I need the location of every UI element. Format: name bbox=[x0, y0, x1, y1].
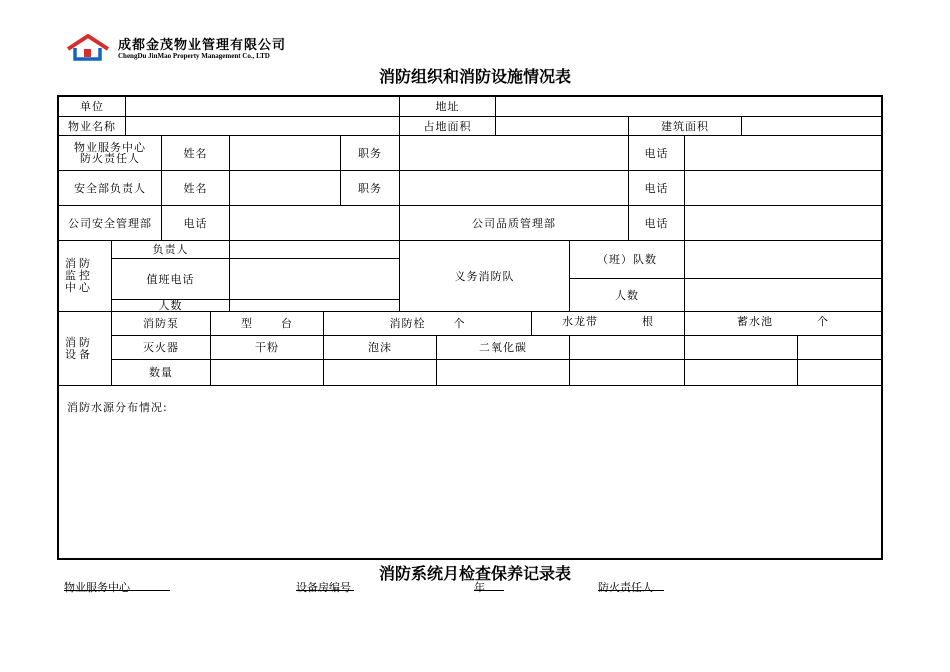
field-qty-foam[interactable] bbox=[324, 360, 437, 386]
label-room-no: 设备房编号 bbox=[296, 581, 351, 594]
label-unit-ge: 个 bbox=[453, 317, 466, 330]
label-unit-gen: 根 bbox=[642, 315, 654, 328]
field-extinguisher-extra-3[interactable] bbox=[798, 336, 881, 360]
field-property-name[interactable] bbox=[126, 117, 400, 136]
field-room-no[interactable] bbox=[296, 579, 354, 591]
field-headcount[interactable] bbox=[230, 300, 400, 312]
label-phone: 电话 bbox=[629, 171, 685, 206]
label-phone: 电话 bbox=[162, 206, 230, 241]
label-safety-dept: 公司安全管理部 bbox=[59, 206, 162, 241]
label-volunteer-team: 义务消防队 bbox=[400, 241, 570, 312]
label-unit-ge: 个 bbox=[817, 315, 829, 328]
label-name: 姓名 bbox=[162, 171, 230, 206]
label-fire-pump: 消防泵 bbox=[112, 312, 211, 336]
label-foam: 泡沫 bbox=[324, 336, 437, 360]
label-phone: 电话 bbox=[629, 206, 685, 241]
label-land-area: 占地面积 bbox=[400, 117, 496, 136]
label-property-name: 物业名称 bbox=[59, 117, 126, 136]
label-person-in-charge: 负责人 bbox=[112, 241, 230, 259]
field-safety-name[interactable] bbox=[230, 171, 341, 206]
label-quantity: 数量 bbox=[112, 360, 211, 386]
footer-line bbox=[0, 579, 950, 593]
label-hydrant: 消防栓 bbox=[389, 317, 426, 330]
label-team-count: （班）队数 bbox=[570, 241, 685, 279]
label-dry-powder: 干粉 bbox=[211, 336, 324, 360]
field-officer-position[interactable] bbox=[400, 136, 629, 171]
label-equipment: 消防设备 bbox=[65, 335, 93, 361]
label-safety-officer: 安全部负责人 bbox=[59, 171, 162, 206]
label-duty-phone: 值班电话 bbox=[112, 259, 230, 300]
field-extinguisher-extra-2[interactable] bbox=[685, 336, 798, 360]
field-land-area[interactable] bbox=[496, 117, 629, 136]
field-unit[interactable] bbox=[126, 97, 400, 117]
field-safety-dept-phone[interactable] bbox=[230, 206, 400, 241]
label-position: 职务 bbox=[341, 136, 400, 171]
field-officer-name[interactable] bbox=[230, 136, 341, 171]
label-type: 型 bbox=[241, 317, 253, 330]
field-qty-extra-3[interactable] bbox=[798, 360, 881, 386]
label-extinguisher: 灭火器 bbox=[112, 336, 211, 360]
label-quality-dept: 公司品质管理部 bbox=[400, 206, 629, 241]
field-quality-dept-phone[interactable] bbox=[685, 206, 881, 241]
field-safety-phone[interactable] bbox=[685, 171, 881, 206]
label-headcount: 人数 bbox=[112, 300, 230, 312]
label-phone: 电话 bbox=[629, 136, 685, 171]
label-unit-tai: 台 bbox=[281, 317, 293, 330]
field-reservoir[interactable] bbox=[685, 312, 881, 336]
field-pump-type[interactable] bbox=[211, 312, 324, 336]
label-monitor-center: 消防监控中心 bbox=[65, 257, 93, 294]
form-title-2: 消防系统月检查保养记录表 bbox=[378, 564, 571, 583]
field-officer-phone[interactable] bbox=[685, 136, 881, 171]
label-year: 年 bbox=[474, 581, 485, 594]
label-position: 职务 bbox=[341, 171, 400, 206]
field-address[interactable] bbox=[496, 97, 881, 117]
field-qty-co2[interactable] bbox=[437, 360, 570, 386]
field-hydrant[interactable] bbox=[324, 312, 532, 336]
field-building-area[interactable] bbox=[742, 117, 881, 136]
label-water-source: 消防水源分布情况: bbox=[67, 401, 168, 414]
label-team-people: 人数 bbox=[570, 279, 685, 312]
label-reservoir: 蓄水池 bbox=[737, 315, 773, 328]
label-unit: 单位 bbox=[59, 97, 126, 117]
label-address: 地址 bbox=[400, 97, 496, 117]
label-fire-officer: 物业服务中心防火责任人 bbox=[59, 136, 162, 171]
company-logo-icon bbox=[66, 34, 110, 62]
field-qty-extra-1[interactable] bbox=[570, 360, 685, 386]
field-qty-dry-powder[interactable] bbox=[211, 360, 324, 386]
company-name-en: ChengDu JinMao Property Management Co., LTD bbox=[118, 52, 270, 60]
field-duty-phone[interactable] bbox=[230, 259, 400, 300]
label-building-area: 建筑面积 bbox=[629, 117, 742, 136]
company-name-cn: 成都金茂物业管理有限公司 bbox=[118, 38, 287, 53]
label-footer-fire-officer: 防火责任人 bbox=[598, 581, 653, 594]
field-team-people[interactable] bbox=[685, 279, 881, 312]
label-service-center: 物业服务中心 bbox=[64, 581, 130, 594]
label-hose: 水龙带 bbox=[562, 315, 598, 328]
form-title: 消防组织和消防设施情况表 bbox=[378, 67, 571, 86]
field-qty-extra-2[interactable] bbox=[685, 360, 798, 386]
field-team-count[interactable] bbox=[685, 241, 881, 279]
field-safety-position[interactable] bbox=[400, 171, 629, 206]
field-footer-fire-officer[interactable] bbox=[598, 579, 664, 591]
field-hose[interactable] bbox=[532, 312, 685, 336]
field-extinguisher-extra-1[interactable] bbox=[570, 336, 685, 360]
label-name: 姓名 bbox=[162, 136, 230, 171]
fire-facility-form bbox=[57, 95, 883, 560]
field-monitor-person[interactable] bbox=[230, 241, 400, 259]
field-water-source[interactable] bbox=[59, 386, 881, 558]
label-co2: 二氧化碳 bbox=[437, 336, 570, 360]
